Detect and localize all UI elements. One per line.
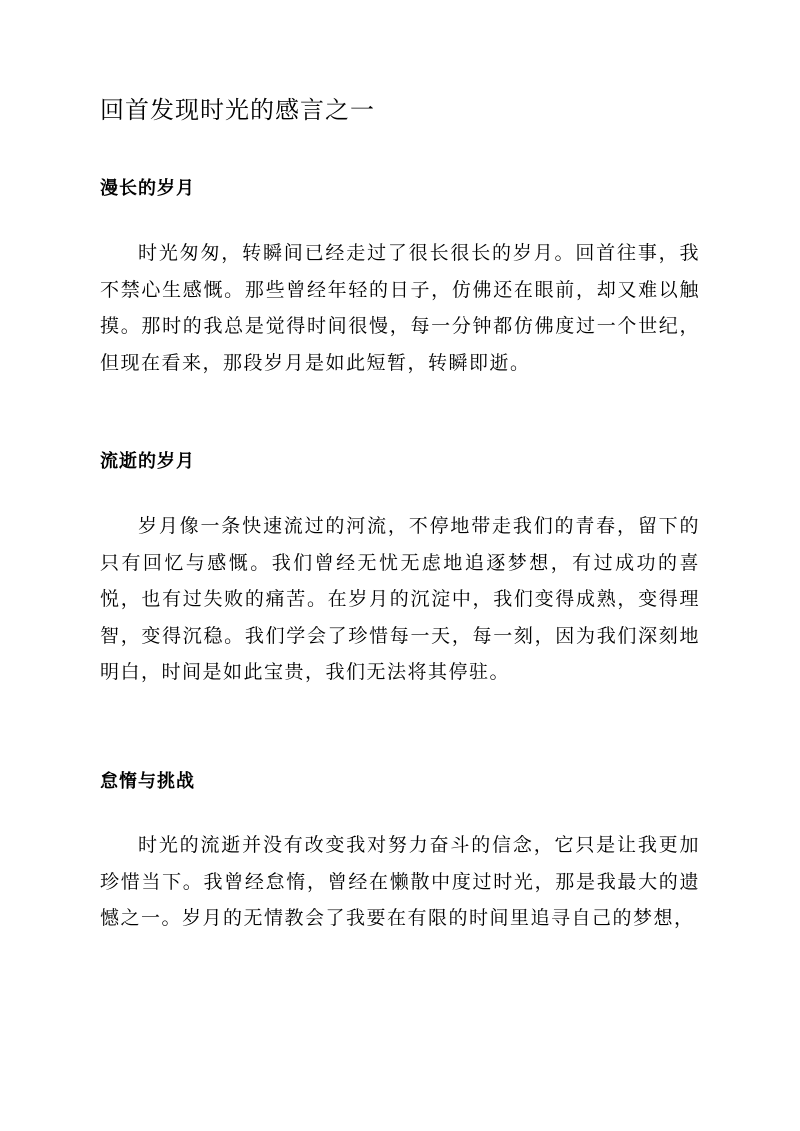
section-heading-idleness-challenge: 怠惰与挑战	[100, 771, 195, 792]
document-title: 回首发现时光的感言之一	[100, 96, 375, 124]
section-heading-long-years: 漫长的岁月	[100, 178, 195, 199]
section-paragraph-idleness-challenge: 时光的流逝并没有改变我对努力奋斗的信念，它只是让我更加珍惜当下。我曾经怠惰，曾经在懒散中度过时光，那是我最大的遗憾之一。岁月的无情教会了我要在有限的时间里追寻自己的梦想，	[100, 834, 700, 929]
section-paragraph-passing-years: 岁月像一条快速流过的河流，不停地带走我们的青春，留下的只有回忆与感慨。我们曾经无忧无虑地追逐梦想，有过成功的喜悦，也有过失败的痛苦。在岁月的沉淀中，我们变得成熟，变得理智，变得沉稳。我们学会了珍惜每一天，每一刻，因为我们深刻地明白，时间是如此宝贵，我们无法将其停驻。	[100, 515, 700, 683]
section-paragraph-long-years: 时光匆匆，转瞬间已经走过了很长很长的岁月。回首往事，我不禁心生感慨。那些曾经年轻的日子，仿佛还在眼前，却又难以触摸。那时的我总是觉得时间很慢，每一分钟都仿佛度过一个世纪，但现在看来，那段岁月是如此短暂，转瞬即逝。	[100, 242, 700, 374]
section-heading-passing-years: 流逝的岁月	[100, 451, 195, 472]
